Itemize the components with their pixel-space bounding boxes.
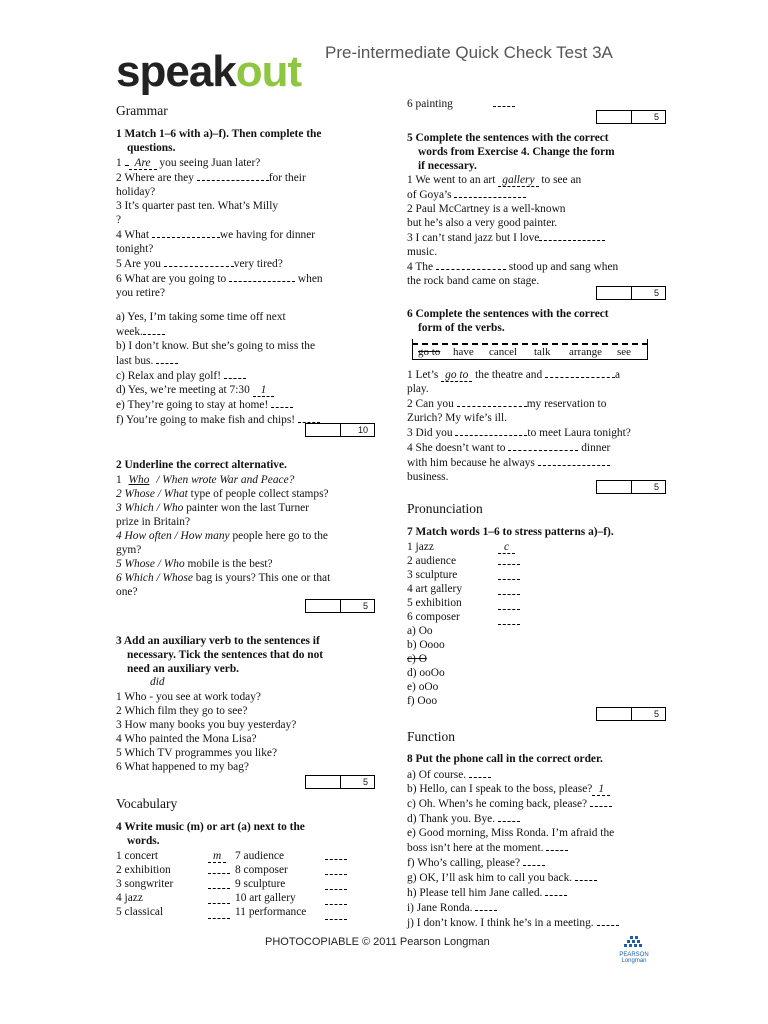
ex8-e: e) Good morning, Miss Ronda. I’m afraid the <box>407 827 615 839</box>
ex7-blank-4[interactable] <box>498 584 520 595</box>
ex3-title-line3: need an auxiliary verb. <box>127 663 240 675</box>
ex8-f-blank[interactable] <box>523 855 545 866</box>
ex4-right-blanks <box>325 849 351 924</box>
ex8-i <box>407 900 667 915</box>
ex8-f <box>407 855 667 870</box>
exercise-3-title <box>116 634 323 676</box>
ex1-q2-blank[interactable] <box>197 170 269 181</box>
ex6-word-cancel: cancel <box>489 346 518 358</box>
ex6-word-go-to: go to <box>418 346 441 358</box>
ex4-left-blanks <box>208 849 232 923</box>
ex1-score-box[interactable] <box>305 423 375 437</box>
ex6-title-line2: form of the verbs. <box>418 322 505 334</box>
ex7-word-4: 4 art gallery <box>407 583 463 595</box>
ex3-score-box[interactable] <box>305 775 375 789</box>
ex3-score-total: 5 <box>362 777 368 787</box>
ex8-b <box>407 782 667 796</box>
ex8-a <box>407 767 667 782</box>
ex1-q1-answer: Are <box>129 157 157 170</box>
ex6-title-line1: 6 Complete the sentences with the correct <box>407 308 609 320</box>
ex5-q1-line2 <box>407 187 667 202</box>
ex1-q4-blank[interactable] <box>152 227 220 238</box>
ex8-f-text: f) Who’s calling, please? <box>407 857 521 869</box>
ex5-q2: 2 Paul McCartney is a well-known <box>407 203 566 215</box>
footer-copyright: PHOTOCOPIABLE © 2011 Pearson Longman <box>265 936 490 948</box>
ex1-b-line2 <box>116 353 366 368</box>
ex6-q4-line3: business. <box>407 471 449 483</box>
ex4-score-total: 5 <box>653 112 659 122</box>
ex7-pattern-c: c) O <box>407 653 427 665</box>
ex1-f-text: f) You’re going to make fish and chips! <box>116 414 296 426</box>
ex1-a-text: week. <box>116 326 143 338</box>
ex4-title-line2: words. <box>127 835 160 847</box>
ex4-score-box[interactable] <box>596 110 666 124</box>
publisher-imprint: Longman <box>621 958 647 964</box>
pearson-logo <box>617 935 651 964</box>
ex8-h-text: h) Please tell him Jane called. <box>407 887 543 899</box>
score-divider <box>631 111 632 123</box>
ex1-b-line1: b) I don’t know. But she’s going to miss the <box>116 340 316 352</box>
ex2-score-box[interactable] <box>305 599 375 613</box>
ex6-q4-line2-text: with him because he always <box>407 457 538 469</box>
ex8-h <box>407 885 667 900</box>
ex3-example-answer: did <box>150 676 165 688</box>
ex7-blank-5[interactable] <box>498 599 520 610</box>
ex4-word-9: 9 sculpture <box>235 878 286 890</box>
ex5-q3 <box>407 230 667 245</box>
ex5-q3-blank[interactable] <box>539 230 605 241</box>
ex7-pattern-d: d) ooOo <box>407 667 445 679</box>
ex2-q3-options[interactable]: 3 Which / Who <box>116 502 184 514</box>
ex5-q1-answer: gallery <box>498 174 538 187</box>
ex5-title-line1: 5 Complete the sentences with the correct <box>407 132 609 144</box>
ex4-blank-4[interactable] <box>208 893 230 904</box>
ex1-e-blank[interactable] <box>271 397 293 408</box>
ex6-q1-end: a <box>615 369 621 381</box>
ex4-word-1: 1 concert <box>116 850 159 862</box>
exercise-6-title <box>407 307 609 335</box>
ex6-q4-blank[interactable] <box>508 440 578 451</box>
ex6-q1-blank2[interactable] <box>545 367 615 378</box>
ex1-a-line2 <box>116 324 366 339</box>
pearson-mark-icon <box>617 935 651 949</box>
ex4-blank-2[interactable] <box>208 863 230 874</box>
ex6-q2 <box>407 396 667 411</box>
ex1-q6-text: 6 What are you going to <box>116 273 230 285</box>
ex1-q1-num: 1 <box>116 157 125 169</box>
section-pronunciation: Pronunciation <box>407 501 483 516</box>
ex1-d-answer: 1 <box>253 384 275 397</box>
ex3-title-line1: 3 Add an auxiliary verb to the sentences if <box>116 635 320 647</box>
score-divider <box>631 481 632 493</box>
exercise-3-items <box>116 690 366 774</box>
ex7-pattern-a: a) Oo <box>407 625 433 637</box>
ex5-q1-text: 1 We went to an art <box>407 174 499 186</box>
ex1-q2 <box>116 170 366 185</box>
ex6-score-total: 5 <box>653 482 659 492</box>
ex4-word-10: 10 art gallery <box>235 892 296 904</box>
ex5-q4-blank[interactable] <box>436 259 506 270</box>
ex6-q3 <box>407 425 667 440</box>
ex6-q4-text: 4 She doesn’t want to <box>407 442 509 454</box>
ex8-g-text: g) OK, I’ll ask him to call you back. <box>407 872 573 884</box>
section-grammar: Grammar <box>116 103 168 118</box>
ex6-word-see: see <box>617 346 632 358</box>
ex2-q2-options[interactable]: 2 Whose / What <box>116 488 188 500</box>
ex7-word-1: 1 jazz <box>407 541 434 553</box>
ex1-q5 <box>116 256 366 271</box>
ex1-d-text: d) Yes, we’re meeting at 7:30 <box>116 384 253 396</box>
ex1-q3: 3 It’s quarter past ten. What’s Milly <box>116 200 279 212</box>
ex2-q2-text: type of people collect stamps? <box>187 488 329 500</box>
ex1-q4-text: 4 What <box>116 229 152 241</box>
score-divider <box>631 708 632 720</box>
score-divider <box>340 600 341 612</box>
ex2-q6-text: bag is yours? This one or that <box>192 572 331 584</box>
ex5-q4 <box>407 259 667 274</box>
ex4-blank-10[interactable] <box>325 894 347 905</box>
speakout-logo <box>116 47 302 96</box>
ex3-title-line2: necessary. Tick the sentences that do not <box>127 649 324 661</box>
ex1-b-blank[interactable] <box>156 353 178 364</box>
ex6-word-have: have <box>453 346 474 358</box>
ex4-answer-1: m <box>208 850 226 863</box>
exercise-8-title: 8 Put the phone call in the correct order. <box>407 753 603 765</box>
ex8-h-blank[interactable] <box>545 885 567 896</box>
ex1-c-blank[interactable] <box>224 368 246 379</box>
ex7-word-3: 3 sculpture <box>407 569 458 581</box>
ex3-q1: 1 Who - you see at work today? <box>116 691 261 703</box>
ex6-q1-text: 1 Let’s <box>407 369 442 381</box>
ex8-d-blank[interactable] <box>498 811 520 822</box>
ex1-q3-line2: ? <box>116 214 122 226</box>
ex5-q4-text: 4 The <box>407 261 436 273</box>
ex5-q1-blank2[interactable] <box>454 187 526 198</box>
ex7-word-6: 6 composer <box>407 611 460 623</box>
exercise-1-questions <box>116 155 366 300</box>
ex6-q4-blank2[interactable] <box>538 455 610 466</box>
ex5-q4-rest: stood up and sang when <box>505 261 619 273</box>
logo-part-out: out <box>235 47 302 96</box>
ex4-word-7: 7 audience <box>235 850 285 862</box>
ex6-word-talk: talk <box>534 346 551 358</box>
ex2-q6 <box>116 571 366 585</box>
section-vocabulary: Vocabulary <box>116 796 178 811</box>
ex6-word-box <box>412 343 648 360</box>
exercise-5-items <box>407 173 667 288</box>
ex1-q4-rest: we having for dinner <box>219 229 316 241</box>
ex6-q1-answer: go to <box>441 369 472 382</box>
ex8-c-blank[interactable] <box>590 796 612 807</box>
publisher-name: PEARSON <box>619 952 649 958</box>
ex2-q5 <box>116 557 366 571</box>
ex7-blank-2[interactable] <box>498 554 520 565</box>
ex2-q1-answer: Who <box>128 474 150 486</box>
ex7-blanks <box>498 540 528 629</box>
ex3-q5: 5 Which TV programmes you like? <box>116 747 278 759</box>
section-function: Function <box>407 729 456 744</box>
ex5-q3-text: 3 I can’t stand jazz but I love <box>407 232 540 244</box>
ex4-blank-3[interactable] <box>208 878 230 889</box>
ex5-q3-line2: music. <box>407 246 438 258</box>
page-title: Pre-intermediate Quick Check Test 3A <box>325 43 613 62</box>
ex7-pattern-e: e) oOo <box>407 681 439 693</box>
ex1-title-line1: 1 Match 1–6 with a)–f). Then complete the <box>116 128 322 140</box>
ex2-q6-line2: one? <box>116 586 138 598</box>
ex2-q3 <box>116 501 366 515</box>
ex5-q1 <box>407 173 667 187</box>
ex8-b-answer: 1 <box>592 783 610 796</box>
ex4-word-4: 4 jazz <box>116 892 143 904</box>
ex2-q6-options[interactable]: 6 Which / Whose <box>116 572 193 584</box>
ex1-a-line1: a) Yes, I’m taking some time off next <box>116 311 286 323</box>
ex1-q5-blank[interactable] <box>164 256 234 267</box>
ex1-q6-rest: when <box>295 273 323 285</box>
ex7-word-2: 2 audience <box>407 555 457 567</box>
ex4-word-6-text: 6 painting <box>407 98 453 110</box>
ex8-j-text: j) I don’t know. I think he’s in a meeting. <box>407 917 594 929</box>
ex6-q2-text: 2 Can you <box>407 398 457 410</box>
ex2-q1-title: War and Peace? <box>219 474 295 486</box>
exercise-5-title <box>407 131 615 173</box>
word-box-left-edge <box>412 339 413 359</box>
ex1-q2-text: 2 Where are they <box>116 172 197 184</box>
ex6-q2-line2: Zurich? My wife’s ill. <box>407 412 507 424</box>
ex8-d <box>407 811 667 826</box>
ex4-blank-6[interactable] <box>493 96 515 107</box>
ex7-answer-1: c <box>498 541 515 554</box>
logo-part-speak: speak <box>116 47 236 96</box>
ex2-q1-mid: / When wrote <box>153 474 220 486</box>
ex6-q4 <box>407 440 667 455</box>
ex4-blank-9[interactable] <box>325 879 347 890</box>
ex6-q4-line2 <box>407 455 667 470</box>
ex4-word-5: 5 classical <box>116 906 164 918</box>
ex2-q4-text: people here go to the <box>229 530 328 542</box>
ex6-score-box[interactable] <box>596 480 666 494</box>
exercise-1-answers <box>116 310 366 427</box>
ex6-q4-rest: dinner <box>578 442 611 454</box>
ex5-title-line3: if necessary. <box>418 160 477 172</box>
ex5-q2-line2: but he’s also a very good painter. <box>407 217 558 229</box>
ex2-q3-text: painter won the last Turner <box>183 502 309 514</box>
ex8-d-text: d) Thank you. Bye. <box>407 813 496 825</box>
ex2-q1-num: 1 <box>116 474 125 486</box>
ex4-left-words <box>116 849 206 919</box>
ex1-q1 <box>116 155 366 170</box>
ex8-j <box>407 915 667 930</box>
ex1-q6-line2: you retire? <box>116 287 166 299</box>
ex1-q1-blank-pre <box>125 155 129 166</box>
ex3-q3: 3 How many books you buy yesterday? <box>116 719 297 731</box>
ex6-q2-blank[interactable] <box>457 396 527 407</box>
ex8-e-text2: boss isn’t here at the moment. <box>407 842 544 854</box>
ex8-c-text: c) Oh. When’s he coming back, please? <box>407 798 588 810</box>
ex2-score-total: 5 <box>362 601 368 611</box>
ex6-q1-mid: the theatre and <box>472 369 546 381</box>
ex1-q4 <box>116 227 366 242</box>
exercise-2-title: 2 Underline the correct alternative. <box>116 459 287 471</box>
ex4-title-line1: 4 Write music (m) or art (a) next to the <box>116 821 305 833</box>
ex6-q2-rest: my reservation to <box>526 398 607 410</box>
ex4-word-2: 2 exhibition <box>116 864 171 876</box>
ex5-q4-line2: the rock band came on stage. <box>407 275 540 287</box>
ex1-q1-text: you seeing Juan later? <box>156 157 261 169</box>
ex8-c <box>407 796 667 811</box>
ex1-c <box>116 368 366 383</box>
ex5-q1-line2-text: of Goya’s <box>407 189 455 201</box>
ex7-pattern-f: f) Ooo <box>407 695 438 707</box>
ex1-a-blank[interactable] <box>143 324 165 335</box>
ex7-blank-3[interactable] <box>498 569 520 580</box>
ex1-b-text: last bus. <box>116 355 154 367</box>
ex2-q4-options[interactable]: 4 How often / How many <box>116 530 230 542</box>
ex8-a-text: a) Of course. <box>407 769 467 781</box>
ex1-e <box>116 397 366 412</box>
ex6-q1-line2: play. <box>407 383 429 395</box>
ex7-pattern-b: b) Oooo <box>407 639 445 651</box>
ex1-q5-text: 5 Are you <box>116 258 164 270</box>
exercise-7-title: 7 Match words 1–6 to stress patterns a)–f). <box>407 526 614 538</box>
score-divider <box>631 287 632 299</box>
exercise-6-items <box>407 367 667 484</box>
ex7-score-total: 5 <box>653 709 659 719</box>
ex6-q3-text: 3 Did you <box>407 427 456 439</box>
ex4-word-8: 8 composer <box>235 864 288 876</box>
ex4-blank-7[interactable] <box>325 849 347 860</box>
ex2-q5-text: mobile is the best? <box>184 558 273 570</box>
exercise-8-items <box>407 767 667 930</box>
ex7-blank-6[interactable] <box>498 614 520 625</box>
ex8-i-blank[interactable] <box>475 900 497 911</box>
ex1-score-total: 10 <box>357 425 368 435</box>
score-divider <box>340 776 341 788</box>
ex2-q3-line2: prize in Britain? <box>116 516 191 528</box>
ex8-i-text: i) Jane Ronda. <box>407 902 473 914</box>
ex8-a-blank[interactable] <box>469 767 491 778</box>
ex1-title-line2: questions. <box>127 142 176 154</box>
ex1-q2-rest: for their <box>268 172 306 184</box>
ex3-q6: 6 What happened to my bag? <box>116 761 249 773</box>
ex7-patterns <box>407 624 497 708</box>
ex8-e-line2 <box>407 840 667 855</box>
ex2-q5-options[interactable]: 5 Whose / Who <box>116 558 185 570</box>
ex1-f-blank[interactable] <box>298 412 320 423</box>
ex7-words <box>407 540 497 624</box>
ex6-q3-blank[interactable] <box>455 425 527 436</box>
ex7-score-box[interactable] <box>596 707 666 721</box>
ex2-q2 <box>116 487 366 501</box>
ex7-word-5: 5 exhibition <box>407 597 462 609</box>
ex4-word-6 <box>407 96 515 111</box>
ex4-blank-8[interactable] <box>325 864 347 875</box>
ex2-q1 <box>116 473 366 487</box>
ex1-q5-rest: very tired? <box>233 258 283 270</box>
ex1-c-text: c) Relax and play golf! <box>116 370 222 382</box>
word-box-right-edge <box>647 339 648 359</box>
ex2-q4 <box>116 529 366 543</box>
ex1-q2-line2: holiday? <box>116 186 156 198</box>
ex1-e-text: e) They’re going to stay at home! <box>116 399 269 411</box>
exercise-2-items <box>116 473 366 599</box>
ex5-score-total: 5 <box>653 288 659 298</box>
ex5-score-box[interactable] <box>596 286 666 300</box>
ex6-word-arrange: arrange <box>569 346 602 358</box>
ex1-d <box>116 383 366 397</box>
ex5-q1-rest: to see an <box>538 174 582 186</box>
ex4-blank-11[interactable] <box>325 909 347 920</box>
ex6-q1 <box>407 367 667 382</box>
ex8-j-blank[interactable] <box>597 915 619 926</box>
ex6-q3-rest: to meet Laura tonight? <box>527 427 631 439</box>
ex4-blank-5[interactable] <box>208 908 230 919</box>
ex4-right-words <box>235 849 325 919</box>
ex8-e-blank[interactable] <box>546 840 568 851</box>
exercise-1-title <box>116 127 321 155</box>
ex3-q2: 2 Which film they go to see? <box>116 705 248 717</box>
ex3-q4: 4 Who painted the Mona Lisa? <box>116 733 257 745</box>
ex4-word-3: 3 songwriter <box>116 878 174 890</box>
ex4-word-11: 11 performance <box>235 906 307 918</box>
ex1-q6 <box>116 271 366 286</box>
ex8-b-text: b) Hello, can I speak to the boss, please? <box>407 783 593 795</box>
ex1-q4-line2: tonight? <box>116 243 154 255</box>
ex5-title-line2: words from Exercise 4. Change the form <box>418 146 615 158</box>
score-divider <box>340 424 341 436</box>
ex2-q4-line2: gym? <box>116 544 142 556</box>
ex1-q6-blank[interactable] <box>229 271 295 282</box>
ex8-g-blank[interactable] <box>575 870 597 881</box>
ex8-g <box>407 870 667 885</box>
exercise-4-title <box>116 820 305 848</box>
